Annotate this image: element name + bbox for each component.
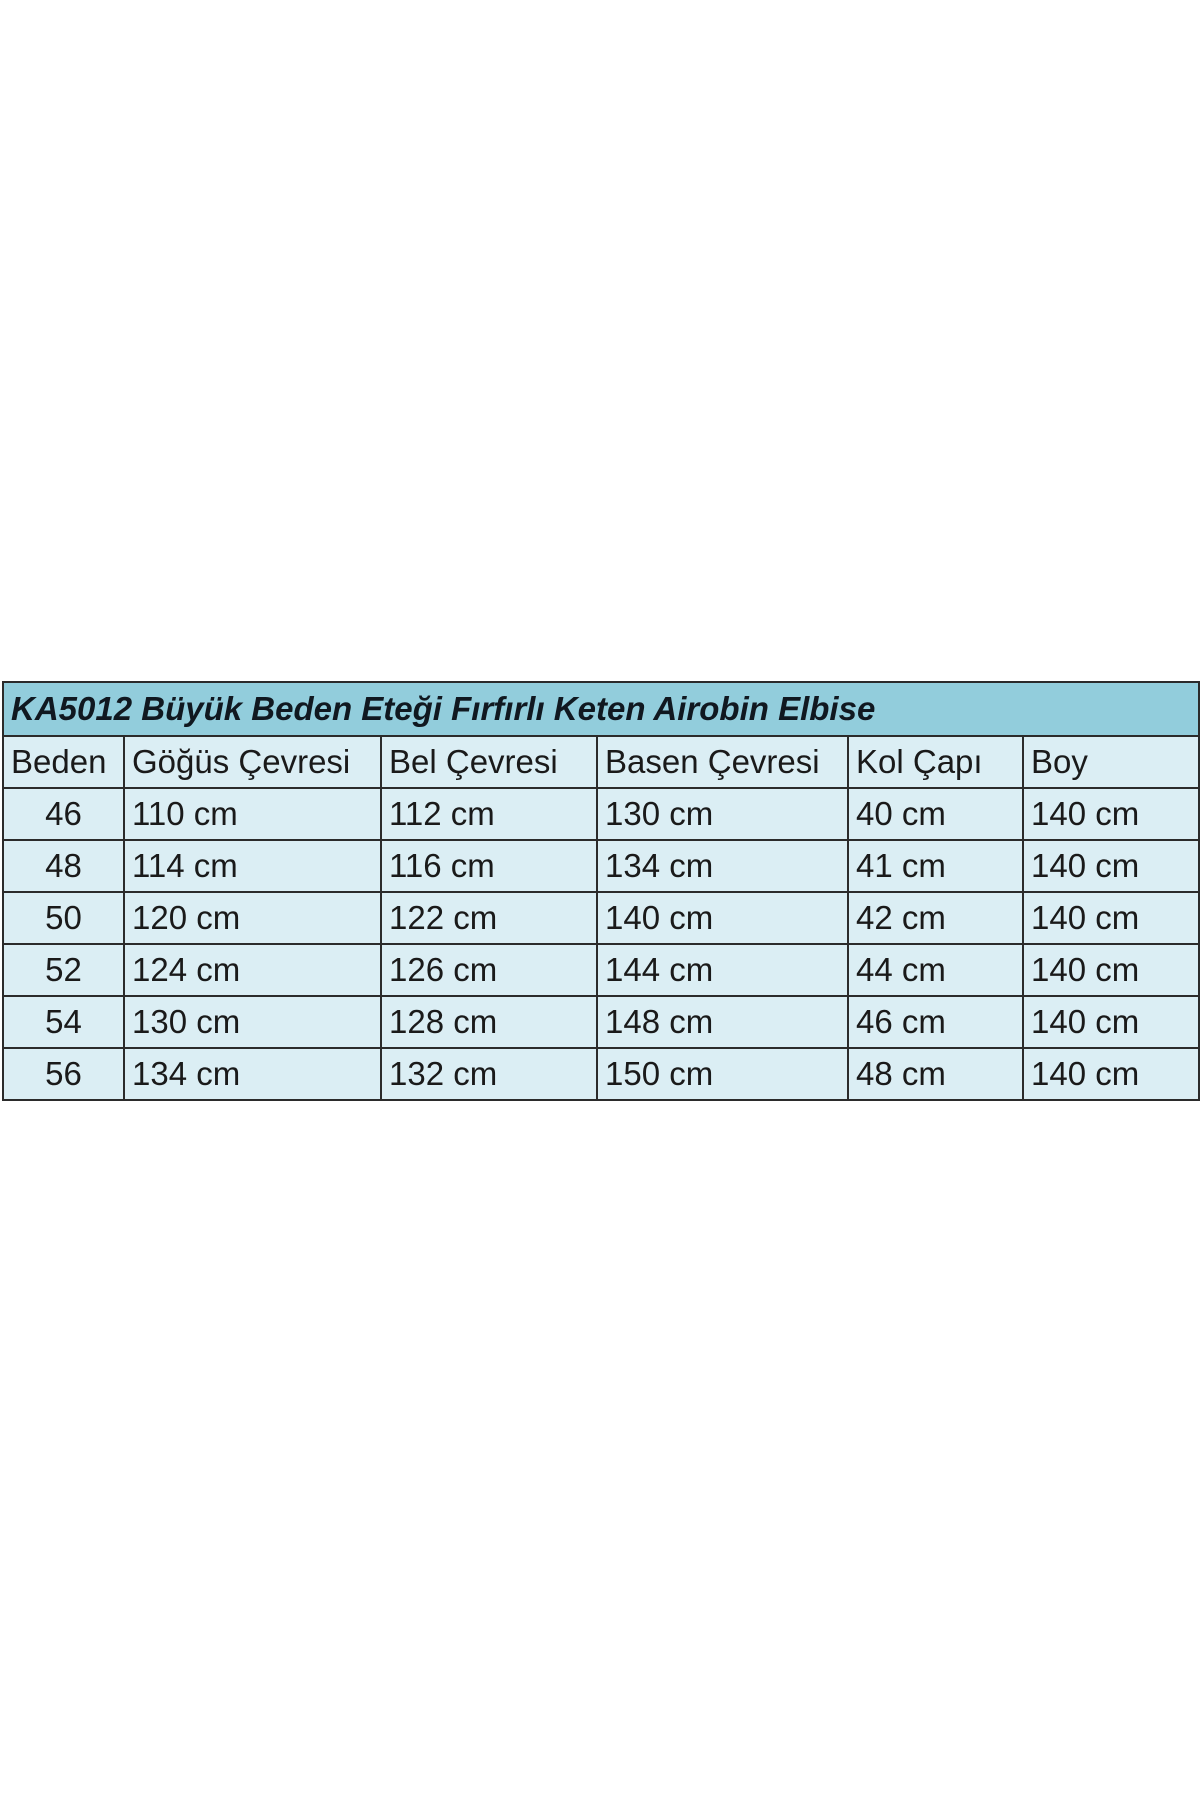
cell-boy: 140 cm (1023, 892, 1199, 944)
cell-bel-cevresi: 128 cm (381, 996, 597, 1048)
table-row (3, 996, 1199, 1048)
cell-beden: 52 (3, 944, 124, 996)
cell-gogus-cevresi: 130 cm (124, 996, 381, 1048)
cell-boy: 140 cm (1023, 840, 1199, 892)
header-bel-cevresi: Bel Çevresi (381, 736, 597, 788)
cell-boy: 140 cm (1023, 996, 1199, 1048)
table-row (3, 944, 1199, 996)
cell-kol-capi: 42 cm (848, 892, 1023, 944)
header-boy: Boy (1023, 736, 1199, 788)
table-row (3, 892, 1199, 944)
header-beden: Beden (3, 736, 124, 788)
cell-bel-cevresi: 112 cm (381, 788, 597, 840)
cell-gogus-cevresi: 110 cm (124, 788, 381, 840)
table-title: KA5012 Büyük Beden Eteği Fırfırlı Keten Airobin Elbise (3, 682, 1199, 736)
cell-boy: 140 cm (1023, 1048, 1199, 1100)
cell-boy: 140 cm (1023, 788, 1199, 840)
table-row (3, 840, 1199, 892)
cell-kol-capi: 46 cm (848, 996, 1023, 1048)
cell-kol-capi: 44 cm (848, 944, 1023, 996)
cell-beden: 48 (3, 840, 124, 892)
cell-gogus-cevresi: 120 cm (124, 892, 381, 944)
cell-bel-cevresi: 132 cm (381, 1048, 597, 1100)
cell-bel-cevresi: 122 cm (381, 892, 597, 944)
header-gogus-cevresi: Göğüs Çevresi (124, 736, 381, 788)
cell-boy: 140 cm (1023, 944, 1199, 996)
cell-beden: 50 (3, 892, 124, 944)
cell-basen-cevresi: 150 cm (597, 1048, 848, 1100)
cell-beden: 54 (3, 996, 124, 1048)
cell-basen-cevresi: 140 cm (597, 892, 848, 944)
cell-basen-cevresi: 148 cm (597, 996, 848, 1048)
header-basen-cevresi: Basen Çevresi (597, 736, 848, 788)
cell-bel-cevresi: 116 cm (381, 840, 597, 892)
table-row (3, 788, 1199, 840)
size-chart-table (2, 681, 1200, 1101)
cell-bel-cevresi: 126 cm (381, 944, 597, 996)
header-kol-capi: Kol Çapı (848, 736, 1023, 788)
cell-gogus-cevresi: 114 cm (124, 840, 381, 892)
cell-beden: 46 (3, 788, 124, 840)
cell-gogus-cevresi: 134 cm (124, 1048, 381, 1100)
cell-gogus-cevresi: 124 cm (124, 944, 381, 996)
table-header-row (3, 736, 1199, 788)
cell-basen-cevresi: 144 cm (597, 944, 848, 996)
cell-kol-capi: 40 cm (848, 788, 1023, 840)
cell-kol-capi: 41 cm (848, 840, 1023, 892)
table-title-row (3, 682, 1199, 736)
cell-kol-capi: 48 cm (848, 1048, 1023, 1100)
cell-basen-cevresi: 130 cm (597, 788, 848, 840)
cell-beden: 56 (3, 1048, 124, 1100)
cell-basen-cevresi: 134 cm (597, 840, 848, 892)
table-row (3, 1048, 1199, 1100)
